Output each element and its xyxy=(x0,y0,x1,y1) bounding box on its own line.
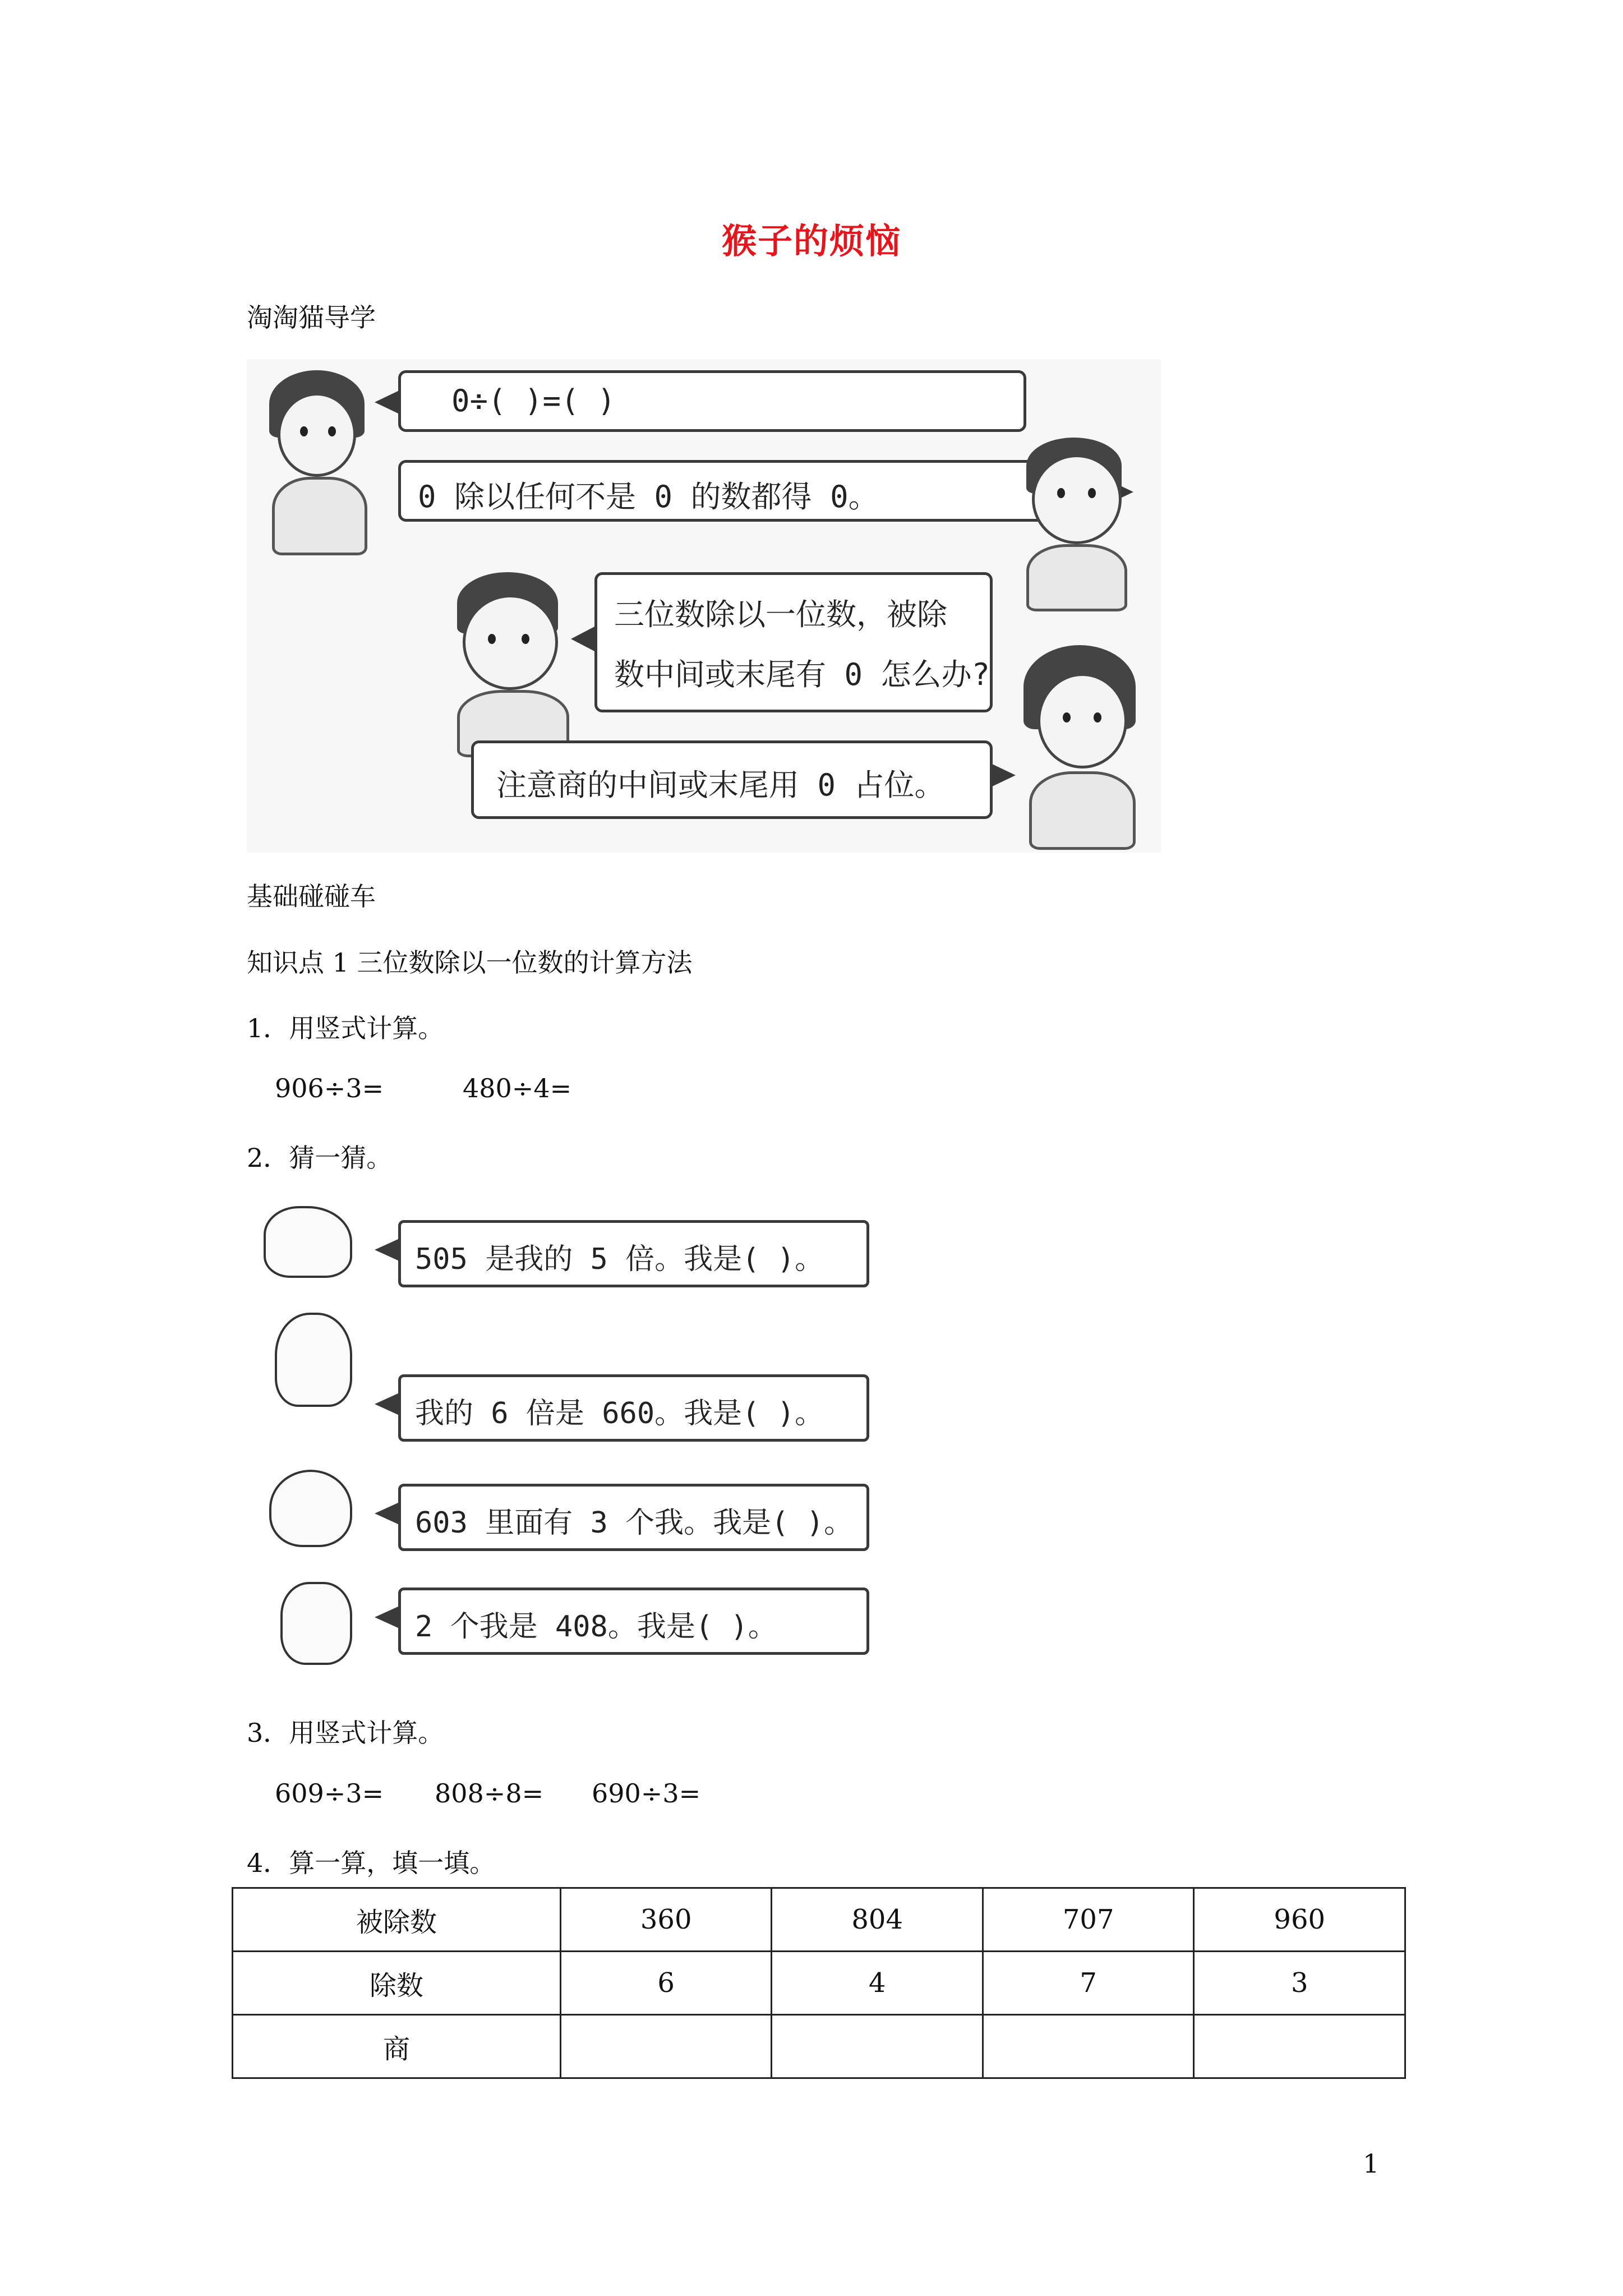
question-1-item-1: 906÷3= xyxy=(275,1073,384,1103)
question-3-item-1: 609÷3= xyxy=(275,1778,384,1809)
guess-bubble-1 xyxy=(398,1220,869,1287)
bubble-3-line-1: 三位数除以一位数，被除 xyxy=(614,597,947,632)
question-1-item-2: 480÷4= xyxy=(463,1073,572,1103)
section-basic-label: 基础碰碰车 xyxy=(247,881,376,912)
row-header: 商 xyxy=(233,2015,561,2078)
table-cell: 960 xyxy=(1194,1888,1405,1952)
duck-icon xyxy=(269,1470,352,1547)
guess-bubble-4-tail xyxy=(375,1606,399,1628)
question-3-item-2: 808÷8= xyxy=(435,1778,544,1809)
bubble-3-line-2: 数中间或末尾有 0 怎么办? xyxy=(614,657,990,692)
answer-cell[interactable] xyxy=(983,2015,1194,2078)
bubble-2-text: 0 除以任何不是 0 的数都得 0。 xyxy=(418,479,879,514)
row-header: 除数 xyxy=(233,1952,561,2015)
page-number: 1 xyxy=(1363,2148,1380,2179)
answer-cell[interactable] xyxy=(772,2015,983,2078)
speech-bubble-3 xyxy=(594,572,993,712)
row-header: 被除数 xyxy=(233,1888,561,1952)
question-4-label: 4．算一算，填一填。 xyxy=(247,1848,496,1878)
boy-figure-2-icon xyxy=(443,572,578,752)
answer-cell[interactable] xyxy=(1194,2015,1405,2078)
table-cell: 3 xyxy=(1194,1952,1405,2015)
guess-bubble-3 xyxy=(398,1484,869,1551)
speech-bubble-2 xyxy=(398,460,1110,522)
question-3-label: 3．用竖式计算。 xyxy=(247,1718,444,1748)
division-table xyxy=(232,1887,1406,2079)
table-cell: 360 xyxy=(560,1888,772,1952)
bubble-4-tail xyxy=(990,763,1016,788)
question-1-label: 1．用竖式计算。 xyxy=(247,1013,444,1043)
answer-cell[interactable] xyxy=(560,2015,772,2078)
table-row xyxy=(233,1952,1405,2015)
page-title: 猴子的烦恼 xyxy=(721,220,901,261)
guess-bubble-4-text: 2 个我是 408。我是( )。 xyxy=(415,1610,777,1644)
question-2-label: 2．猜一猜。 xyxy=(247,1143,393,1173)
knowledge-point-label: 知识点 1 三位数除以一位数的计算方法 xyxy=(247,947,693,978)
girl-figure-2-icon xyxy=(1015,645,1144,847)
table-cell: 7 xyxy=(983,1952,1194,2015)
guess-bubble-2 xyxy=(398,1374,869,1442)
boy-figure-icon xyxy=(1009,438,1138,617)
cat-icon xyxy=(275,1313,352,1407)
guess-bubble-2-text: 我的 6 倍是 660。我是( )。 xyxy=(415,1397,824,1430)
table-row xyxy=(233,2015,1405,2078)
table-row xyxy=(233,1888,1405,1952)
girl-figure-icon xyxy=(258,370,370,555)
bubble-1-tail xyxy=(375,390,400,415)
table-cell: 707 xyxy=(983,1888,1194,1952)
guess-bubble-1-text: 505 是我的 5 倍。我是( )。 xyxy=(415,1243,824,1276)
bubble-4-text: 注意商的中间或末尾用 0 占位。 xyxy=(496,767,945,803)
table-cell: 804 xyxy=(772,1888,983,1952)
question-3-item-3: 690÷3= xyxy=(592,1778,701,1809)
guess-bubble-3-text: 603 里面有 3 个我。我是( )。 xyxy=(415,1506,854,1540)
dog-icon xyxy=(264,1206,352,1278)
guess-bubble-3-tail xyxy=(375,1502,399,1525)
rabbit-icon xyxy=(280,1582,352,1665)
bubble-1-text: 0÷( )=( ) xyxy=(451,383,616,418)
comic-illustration xyxy=(247,359,1161,853)
speech-bubble-4 xyxy=(471,740,993,819)
table-cell: 4 xyxy=(772,1952,983,2015)
guess-bubble-2-tail xyxy=(375,1393,399,1415)
table-cell: 6 xyxy=(560,1952,772,2015)
guess-bubble-1-tail xyxy=(375,1239,399,1261)
speech-bubble-1 xyxy=(398,370,1026,432)
guess-bubble-4 xyxy=(398,1588,869,1655)
bubble-3-tail xyxy=(571,625,597,652)
guess-illustration xyxy=(247,1195,886,1666)
section-intro-label: 淘淘猫导学 xyxy=(247,302,376,333)
